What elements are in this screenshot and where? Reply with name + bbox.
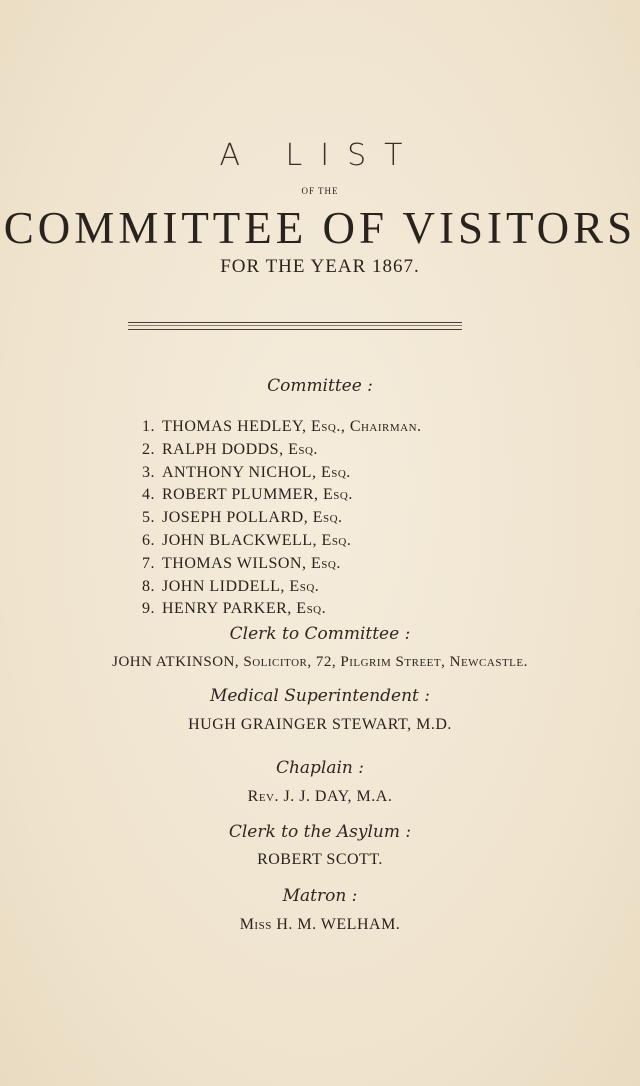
list-item: 5. JOSEPH POLLARD, Esq. bbox=[142, 509, 343, 527]
matron-heading: Matron : bbox=[282, 886, 358, 906]
member-name: ROBERT PLUMMER, Esq. bbox=[162, 486, 353, 504]
member-name: JOHN BLACKWELL, Esq. bbox=[162, 531, 352, 549]
list-item: 9. HENRY PARKER, Esq. bbox=[142, 600, 327, 618]
list-item: 2. RALPH DODDS, Esq. bbox=[142, 440, 318, 458]
clerk-committee-heading: Clerk to Committee : bbox=[229, 624, 411, 644]
clerk-committee-name: JOHN ATKINSON, Solicitor, 72, Pilgrim Street, Newcastle. bbox=[112, 654, 528, 670]
member-name: ANTHONY NICHOL, Esq. bbox=[162, 463, 351, 481]
member-name: JOHN LIDDELL, Esq. bbox=[162, 577, 320, 595]
medical-name: HUGH GRAINGER STEWART, M.D. bbox=[188, 716, 452, 733]
member-name: RALPH DODDS, Esq. bbox=[162, 440, 318, 458]
member-name: JOSEPH POLLARD, Esq. bbox=[162, 509, 343, 527]
member-name: HENRY PARKER, Esq. bbox=[162, 600, 327, 618]
list-item: 4. ROBERT PLUMMER, Esq. bbox=[142, 486, 353, 504]
main-title: COMMITTEE OF VISITORS bbox=[3, 203, 637, 253]
list-item: 7. THOMAS WILSON, Esq. bbox=[142, 554, 341, 572]
member-name: THOMAS WILSON, Esq. bbox=[162, 554, 341, 572]
committee-member-list bbox=[142, 416, 422, 621]
list-item: 1. THOMAS HEDLEY, Esq., Chairman. bbox=[142, 418, 422, 435]
member-name: THOMAS HEDLEY, Esq., Chairman. bbox=[162, 418, 422, 435]
chaplain-heading: Chaplain : bbox=[275, 758, 365, 778]
year-line: FOR THE YEAR 1867. bbox=[220, 256, 420, 277]
list-item: 8. JOHN LIDDELL, Esq. bbox=[142, 577, 320, 595]
medical-heading: Medical Superintendent : bbox=[209, 686, 431, 706]
list-title: A LIST bbox=[219, 138, 421, 173]
clerk-asylum-heading: Clerk to the Asylum : bbox=[228, 822, 412, 842]
decorative-rule bbox=[128, 322, 462, 330]
committee-heading: Committee : bbox=[267, 376, 373, 396]
matron-name: Miss H. M. WELHAM. bbox=[239, 916, 401, 933]
list-item: 3. ANTHONY NICHOL, Esq. bbox=[142, 463, 351, 481]
list-item: 6. JOHN BLACKWELL, Esq. bbox=[142, 531, 352, 549]
of-the-label: OF THE bbox=[301, 186, 339, 196]
chaplain-name: Rev. J. J. DAY, M.A. bbox=[247, 788, 393, 805]
clerk-asylum-name: ROBERT SCOTT. bbox=[257, 851, 383, 868]
